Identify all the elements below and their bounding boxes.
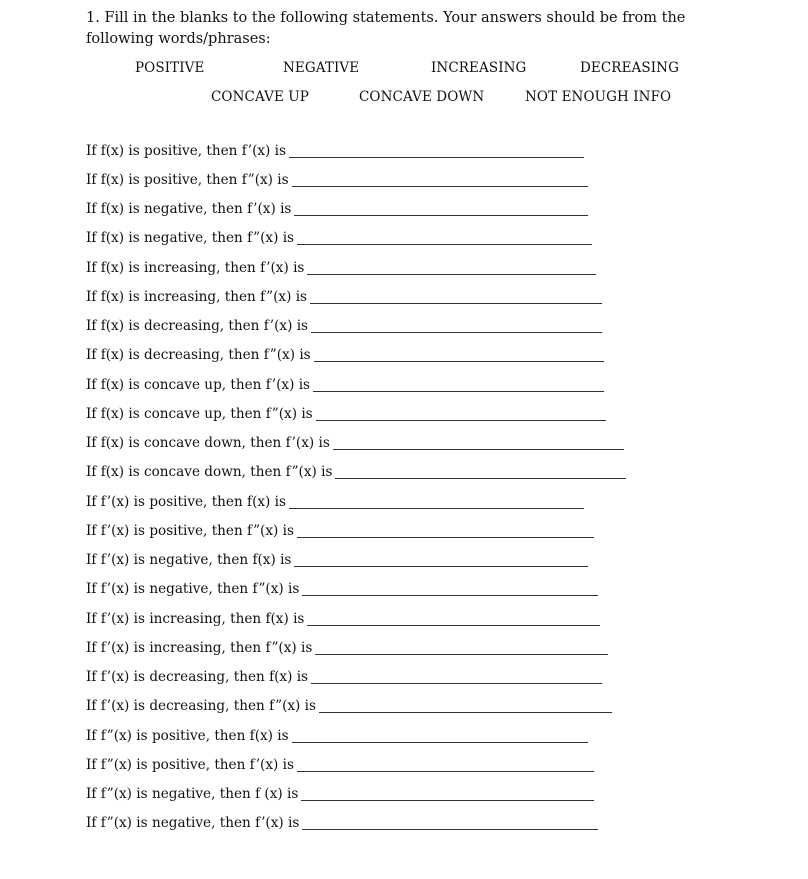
statement-text: If f”(x) is positive, then f(x) is	[86, 727, 289, 744]
answer-blank[interactable]	[292, 186, 588, 187]
statement-row	[86, 399, 646, 428]
statement-row	[86, 282, 646, 311]
word-bank-concave-down: CONCAVE DOWN	[359, 89, 485, 105]
answer-blank[interactable]	[302, 829, 598, 830]
answer-blank[interactable]	[297, 244, 592, 245]
statement-text: If f’(x) is increasing, then f”(x) is	[86, 639, 313, 656]
statement-text: If f(x) is positive, then f”(x) is	[86, 171, 289, 188]
statement-row	[86, 721, 646, 750]
statement-text: If f(x) is decreasing, then f’(x) is	[86, 318, 309, 335]
answer-blank[interactable]	[311, 332, 602, 333]
answer-blank[interactable]	[307, 274, 596, 275]
answer-blank[interactable]	[307, 625, 600, 626]
statement-row	[86, 224, 646, 253]
statement-text: If f’(x) is decreasing, then f(x) is	[86, 669, 309, 686]
statement-text: If f(x) is concave down, then f”(x) is	[86, 464, 333, 481]
answer-blank[interactable]	[310, 303, 602, 304]
word-bank-increasing: INCREASING	[431, 60, 527, 76]
word-bank-not-enough-info: NOT ENOUGH INFO	[525, 89, 672, 105]
statement-text: If f(x) is concave up, then f’(x) is	[86, 376, 311, 393]
statement-row	[86, 575, 646, 604]
statement-row	[86, 312, 646, 341]
statement-text: If f’(x) is positive, then f”(x) is	[86, 522, 294, 539]
statement-row	[86, 809, 646, 838]
statement-row	[86, 750, 646, 779]
answer-blank[interactable]	[297, 771, 594, 772]
statement-row	[86, 604, 646, 633]
answer-blank[interactable]	[333, 449, 624, 450]
answer-blank[interactable]	[311, 683, 602, 684]
answer-blank[interactable]	[301, 800, 594, 801]
statement-row	[86, 136, 646, 165]
statement-text: If f(x) is negative, then f”(x) is	[86, 230, 295, 247]
statement-row	[86, 692, 646, 721]
statement-text: If f(x) is negative, then f’(x) is	[86, 201, 292, 218]
statement-text: If f’(x) is negative, then f”(x) is	[86, 581, 300, 598]
answer-blank[interactable]	[316, 420, 606, 421]
statement-text: If f”(x) is positive, then f’(x) is	[86, 756, 294, 773]
statement-list	[86, 136, 646, 838]
statement-text: If f’(x) is decreasing, then f”(x) is	[86, 698, 316, 715]
statement-text: If f(x) is decreasing, then f”(x) is	[86, 347, 311, 364]
question-instruction: 1. Fill in the blanks to the following statements. Your answers should be from the following words/phrases:	[86, 10, 686, 47]
answer-blank[interactable]	[335, 478, 626, 479]
answer-blank[interactable]	[313, 391, 604, 392]
statement-row	[86, 663, 646, 692]
word-bank-concave-up: CONCAVE UP	[211, 89, 309, 105]
statement-text: If f’(x) is positive, then f(x) is	[86, 493, 286, 510]
answer-blank[interactable]	[292, 742, 588, 743]
word-bank-negative: NEGATIVE	[283, 60, 360, 76]
statement-row	[86, 458, 646, 487]
statement-text: If f”(x) is negative, then f (x) is	[86, 786, 299, 803]
statement-row	[86, 516, 646, 545]
statement-text: If f’(x) is increasing, then f(x) is	[86, 610, 305, 627]
word-bank-positive: POSITIVE	[135, 60, 205, 76]
answer-blank[interactable]	[315, 654, 608, 655]
statement-row	[86, 195, 646, 224]
answer-blank[interactable]	[289, 157, 584, 158]
statement-text: If f(x) is increasing, then f’(x) is	[86, 259, 305, 276]
answer-blank[interactable]	[289, 508, 584, 509]
statement-row	[86, 253, 646, 282]
statement-text: If f(x) is concave down, then f’(x) is	[86, 435, 330, 452]
statement-row	[86, 487, 646, 516]
statement-row	[86, 341, 646, 370]
answer-blank[interactable]	[297, 537, 594, 538]
statement-text: If f(x) is concave up, then f”(x) is	[86, 405, 313, 422]
statement-text: If f”(x) is negative, then f’(x) is	[86, 815, 300, 832]
answer-blank[interactable]	[314, 361, 604, 362]
statement-row	[86, 633, 646, 662]
statement-row	[86, 780, 646, 809]
statement-row	[86, 546, 646, 575]
statement-row	[86, 165, 646, 194]
statement-row	[86, 429, 646, 458]
statement-text: If f(x) is positive, then f’(x) is	[86, 142, 286, 159]
statement-text: If f(x) is increasing, then f”(x) is	[86, 288, 308, 305]
answer-blank[interactable]	[294, 566, 588, 567]
statement-row	[86, 370, 646, 399]
answer-blank[interactable]	[294, 215, 588, 216]
answer-blank[interactable]	[319, 712, 612, 713]
answer-blank[interactable]	[302, 595, 598, 596]
word-bank-decreasing: DECREASING	[580, 60, 679, 76]
statement-text: If f’(x) is negative, then f(x) is	[86, 552, 292, 569]
